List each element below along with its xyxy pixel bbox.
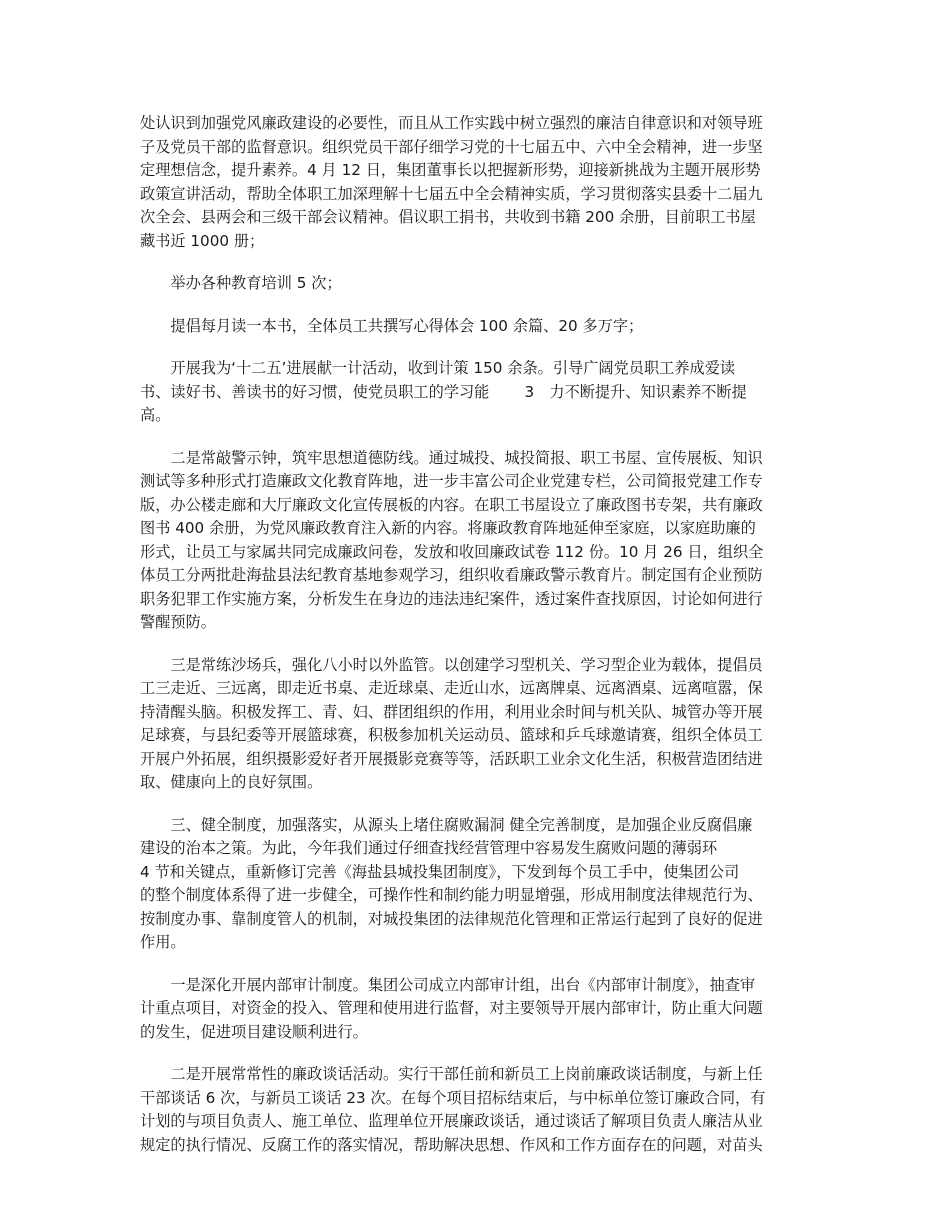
text-line: 书、读好书、善读书的好习惯，使党员职工的学习能 3 力不断提升、知识素养不断提 (140, 382, 747, 401)
text-line: 二是开展常常性的廉政谈话活动。实行干部任前和新员工上岗前廉政谈话制度，与新上任 (170, 1065, 763, 1083)
paragraph-1 (140, 112, 812, 253)
text-line: 职务犯罪工作实施方案，分析发生在身边的违法违纪案件，透过案件查找原因，讨论如何进行 (140, 589, 763, 608)
text-line: 作用。 (140, 933, 186, 951)
paragraph-7 (140, 814, 812, 955)
paragraph-9 (140, 1063, 812, 1157)
text-line: 子及党员干部的监督意识。组织党员干部仔细学习党的十七届五中、六中全会精神，进一步坚 (140, 137, 763, 156)
text-line: 工三走近、三远离，即走近书桌、走近球桌、走近山水，远离牌桌、远离酒桌、远离喧嚣，保 (140, 679, 763, 697)
paragraph-5 (140, 447, 812, 635)
text-line: 开展我为‘十二五’进展献一计活动，收到计策 150 余条。引导广阔党员职工养成爱读 (170, 359, 736, 377)
text-line: 提倡每月读一本书，全体员工共撰写心得体会 100 余篇、20 多万字； (170, 316, 644, 335)
paragraph-6 (140, 654, 812, 795)
text-line: 政策宣讲活动，帮助全体职工加深理解十七届五中全会精神实质，学习贯彻落实县委十二届九 (140, 184, 763, 203)
document-page (140, 112, 812, 1176)
text-line: 取、健康向上的良好氛围。 (140, 773, 323, 791)
text-line: 藏书近 1000 册； (140, 231, 265, 250)
text-line: 的整个制度体系得了进一步健全，可操作性和制约能力明显增强，形成用制度法律规范行为、 (140, 886, 763, 904)
text-line: 高。 (140, 406, 171, 424)
text-line: 次全会、县两会和三级干部会议精神。倡议职工捐书，共收到书籍 200 余册，目前职工书屋 (140, 208, 756, 226)
text-line: 4 节和关键点，重新修订完善《海盐县城投集团制度》，下发到每个员工手中，使集团公司 (140, 862, 740, 881)
paragraph-8 (140, 974, 812, 1045)
text-line: 建设的治本之策。为此，今年我们通过仔细查找经营管理中容易发生腐败问题的薄弱环 (140, 839, 718, 857)
text-line: 体员工分两批赴海盐县法纪教育基地参观学习，组织收看廉政警示教育片。制定国有企业预防 (140, 566, 763, 584)
text-line: 一是深化开展内部审计制度。集团公司成立内部审计组，出台《内部审计制度》，抽查审 (170, 975, 756, 994)
paragraph-3 (140, 315, 812, 339)
text-line: 定理想信念，提升素养。4 月 12 日，集团董事长以把握新形势，迎接新挑战为主题开展形势 (140, 161, 761, 179)
text-line: 开展户外拓展，组织摄影爱好者开展摄影竞赛等等，活跃职工业余文化生活，积极营造团结进 (140, 749, 763, 768)
text-line: 计划的与项目负责人、施工单位、监理单位开展廉政谈话，通过谈话了解项目负责人廉洁从业 (140, 1112, 763, 1130)
text-line: 计重点项目，对资金的投入、管理和使用进行监督，对主要领导开展内部审计，防止重大问题 (140, 999, 763, 1017)
paragraph-2 (140, 272, 812, 296)
text-line: 形式，让员工与家属共同完成廉政问卷，发放和收回廉政试卷 112 份。10 月 26 日，组织全 (140, 542, 764, 561)
text-line: 三、健全制度，加强落实，从源头上堵住腐败漏洞 健全完善制度，是加强企业反腐倡廉 (170, 815, 753, 834)
text-line: 规定的执行情况、反腐工作的落实情况，帮助解决思想、作风和工作方面存在的问题，对苗头 (140, 1135, 763, 1154)
text-line: 三是常练沙场兵，强化八小时以外监管。以创建学习型机关、学习型企业为载体，提倡员 (170, 655, 763, 674)
text-line: 处认识到加强党风廉政建设的必要性，而且从工作实践中树立强烈的廉洁自律意识和对领导班 (140, 114, 763, 132)
paragraph-4 (140, 357, 812, 428)
text-line: 图书 400 余册，为党风廉政教育注入新的内容。将廉政教育阵地延伸至家庭，以家庭助廉的 (140, 519, 756, 537)
text-line: 按制度办事、靠制度管人的机制，对城投集团的法律规范化管理和正常运行起到了良好的促进 (140, 909, 763, 928)
text-line: 足球赛，与县纪委等开展篮球赛，积极参加机关运动员、篮球和乒乓球邀请赛，组织全体员工 (140, 726, 763, 744)
text-line: 干部谈话 6 次，与新员工谈话 23 次。在每个项目招标结束后，与中标单位签订廉政合同，有 (140, 1088, 766, 1107)
text-line: 警醒预防。 (140, 613, 216, 631)
text-line: 举办各种教育培训 5 次； (170, 274, 342, 292)
text-line: 版，办公楼走廊和大厅廉政文化宣传展板的内容。在职工书屋设立了廉政图书专架，共有廉政 (140, 495, 763, 514)
text-line: 测试等多种形式打造廉政文化教育阵地，进一步丰富公司企业党建专栏，公司简报党建工作专 (140, 472, 763, 490)
text-line: 持清醒头脑。积极发挥工、青、妇、群团组织的作用，利用业余时间与机关队、城管办等开展 (140, 702, 763, 721)
text-line: 的发生，促进项目建设顺利进行。 (140, 1022, 368, 1041)
text-line: 二是常敲警示钟，筑牢思想道德防线。通过城投、城投简报、职工书屋、宣传展板、知识 (170, 448, 763, 467)
